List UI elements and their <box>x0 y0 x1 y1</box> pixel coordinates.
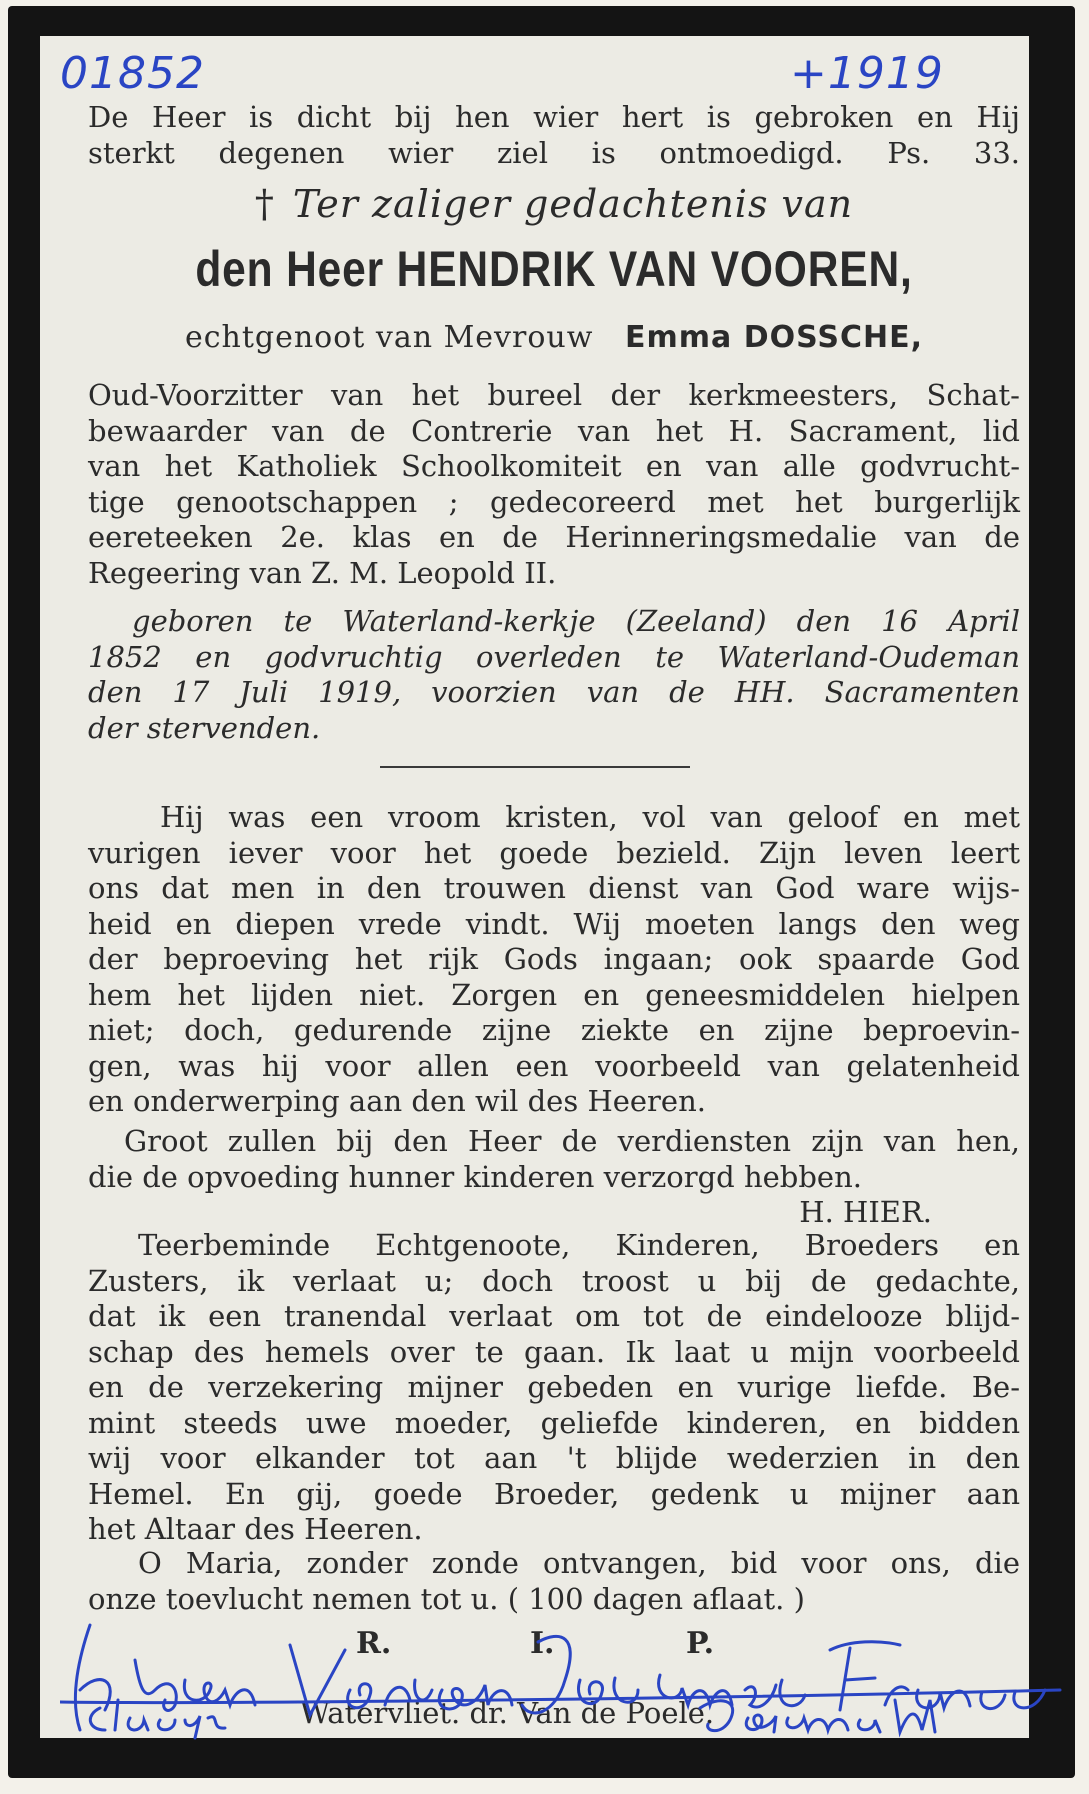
text-line: schap des hemels over te gaan. Ik laat u mijn voorbeeld <box>88 1334 1020 1369</box>
text-line: Hij was een vroom kristen, vol van geloof en met <box>160 800 1020 834</box>
text-line: Hemel. En gij, goede Broeder, gedenk u mijner aan <box>88 1476 1020 1511</box>
text-line: vurigen iever voor het goede bezield. Zijn leven leert <box>88 835 1020 870</box>
text-line: Teerbeminde Echtgenoote, Kinderen, Broeders en <box>138 1228 1020 1262</box>
subtitle-text: Ter zaliger gedachtenis van <box>292 182 854 226</box>
text-line: heid en diepen vrede vindt. Wij moeten langs den weg <box>88 906 1020 941</box>
rip-letter: P. <box>686 1626 715 1661</box>
text-line: die de opvoeding hunner kinderen verzorgd hebben. <box>88 1159 862 1194</box>
deceased-name: den Heer HENDRIK VAN VOOREN, <box>195 241 913 297</box>
text-line: den 17 Juli 1919, voorzien van de HH. Sacramenten <box>88 675 1020 709</box>
text-line: 1852 en godvruchtig overleden te Waterland-Oudeman <box>88 639 1020 674</box>
prayer-paragraph <box>88 1546 1020 1617</box>
farewell-paragraph <box>88 1228 1020 1548</box>
handwritten-signature <box>60 1620 1070 1740</box>
memorial-subtitle <box>88 182 1020 226</box>
text-line: Groot zullen bij den Heer de verdiensten zijn van hen, <box>124 1124 1020 1158</box>
printer-credit: Watervliet. dr. Van de Poele. <box>300 1696 715 1730</box>
spouse-line <box>88 320 1020 355</box>
text-line: O Maria, zonder zonde ontvangen, bid voor ons, die <box>138 1546 1020 1580</box>
virtue-paragraph <box>88 800 1020 1120</box>
text-line: dat ik een tranendal verlaat om tot de eindelooze blijd- <box>88 1299 1020 1333</box>
text-line: tige genootschappen ; gedecoreerd met het burgerlijk <box>88 484 1020 519</box>
text-line: niet; doch, gedurende zijne ziekte en zijne beproevin- <box>88 1013 1020 1047</box>
text-line: en de verzekering mijner gebeden en vurige liefde. Be- <box>88 1370 1020 1404</box>
text-line: onze toevlucht nemen tot u. ( 100 dagen aflaat. ) <box>88 1581 805 1616</box>
text-line: der stervenden. <box>88 710 321 745</box>
text-line: Zusters, ik verlaat u; doch troost u bij de gedachte, <box>88 1263 1020 1298</box>
text-line: ons dat men in den trouwen dienst van God ware wijs- <box>88 871 1020 905</box>
text-line: mint steeds uwe moeder, geliefde kinderen, en bidden <box>88 1405 1020 1440</box>
cross-icon: † <box>254 182 275 226</box>
text-line: wij voor elkander tot aan 't blijde wederzien in den <box>88 1441 1020 1475</box>
text-line: bewaarder van de Contrerie van het H. Sacrament, lid <box>88 413 1020 448</box>
text-line: van het Katholiek Schoolkomiteit en van alle godvrucht- <box>88 449 1020 483</box>
text-line: en onderwerping aan den wil des Heeren. <box>88 1084 706 1118</box>
psalm-line: De Heer is dicht bij hen wier hert is gebroken en Hij <box>88 100 1020 134</box>
text-line: gen, was hij voor allen een voorbeeld van gelatenheid <box>88 1048 1020 1083</box>
text-line: geboren te Waterland-kerkje (Zeeland) den 16 April <box>132 604 1020 638</box>
rip-letter: I. <box>530 1626 555 1661</box>
handwritten-birth-year: 01852 <box>60 48 205 99</box>
handwritten-death-year: +1919 <box>790 48 944 99</box>
text-line: der beproeving het rijk Gods ingaan; ook spaarde God <box>88 942 1020 976</box>
rip-letter: R. <box>356 1626 392 1661</box>
scripture-source: H. HIER. <box>799 1195 932 1229</box>
scripture-paragraph <box>88 1124 1020 1231</box>
text-line: Regeering van Z. M. Leopold II. <box>88 555 557 590</box>
text-line: Oud-Voorzitter van het bureel der kerkmeesters, Schat- <box>88 378 1020 412</box>
birth-death-paragraph <box>88 604 1020 746</box>
text-line: het Altaar des Heeren. <box>88 1512 423 1546</box>
spouse-prefix: echtgenoot van Mevrouw <box>184 320 594 355</box>
psalm-line: sterkt degenen wier ziel is ontmoedigd. Ps. 33. <box>88 135 1020 170</box>
titles-paragraph <box>88 378 1020 591</box>
spouse-name: Emma DOSSCHE, <box>625 320 924 355</box>
text-line: hem het lijden niet. Zorgen en geneesmiddelen hielpen <box>88 977 1020 1012</box>
text-line: eereteeken 2e. klas en de Herinneringsmedalie van de <box>88 520 1020 554</box>
divider-rule <box>380 766 690 768</box>
psalm-quote <box>88 100 1020 171</box>
